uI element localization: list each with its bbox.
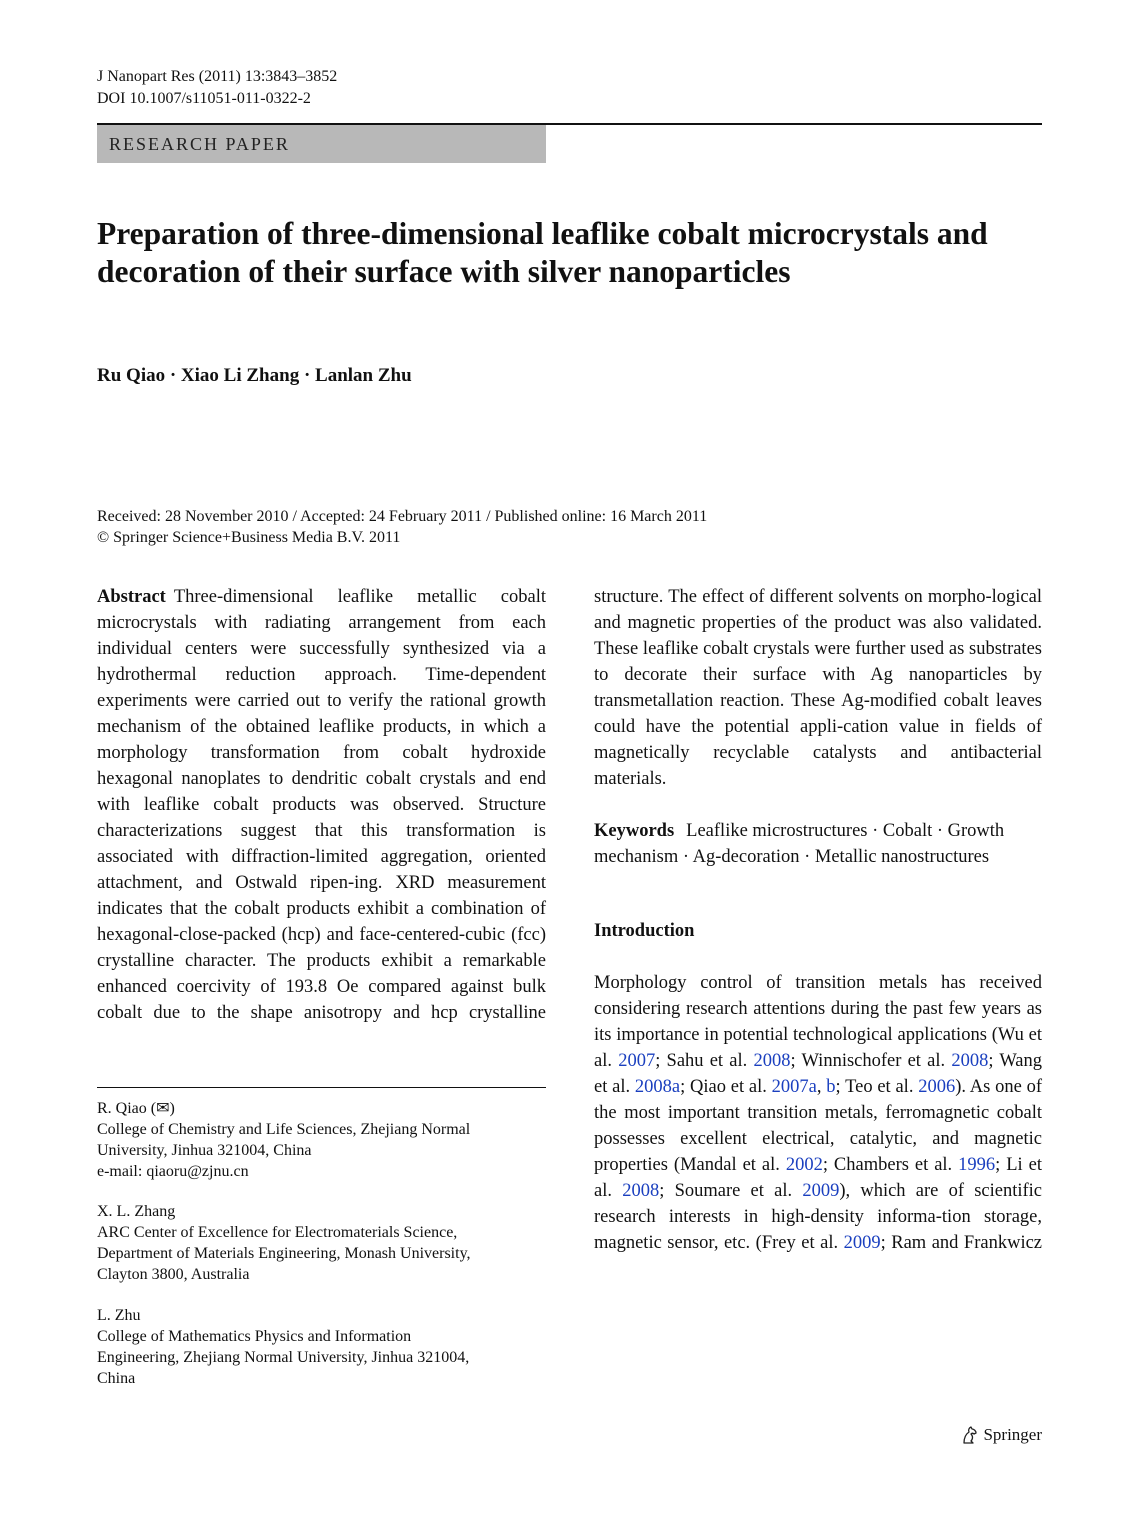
intro-text: ; Ram and Frankwicz [880,1233,1043,1253]
introduction-heading: Introduction [594,921,695,941]
abstract-label: Abstract [97,587,166,607]
intro-text: ; Chambers et al. [822,1155,959,1175]
affiliation-line: University, Jinhua 321004, China [97,1142,312,1159]
journal-header [97,66,337,110]
affiliation-line: Department of Materials Engineering, Monash University, [97,1245,471,1262]
publisher-name: Springer [983,1425,1042,1444]
citation-link[interactable]: 2008 [951,1051,989,1071]
affiliation-line: Clayton 3800, Australia [97,1266,250,1283]
affiliation-line: College of Chemistry and Life Sciences, Zhejiang Normal [97,1121,471,1138]
affiliation-zhang [97,1201,546,1285]
springer-horse-icon [961,1425,979,1445]
affiliation-rule [97,1087,546,1088]
intro-text: ; Wang et al. [594,1051,1043,1097]
abstract-continued [594,584,1042,792]
intro-text: , [816,1077,827,1097]
introduction-text [594,970,1042,1256]
affiliation-name: L. Zhu [97,1307,141,1324]
intro-text: ; Li et al. [594,1155,1042,1201]
citation-link[interactable]: b [826,1077,836,1097]
intro-text: ; Winnischofer et al. [790,1051,952,1071]
abstract [97,584,546,1026]
affiliation-line: College of Mathematics Physics and Information [97,1328,412,1345]
affiliation-name: R. Qiao (✉) [97,1100,175,1117]
abstract-text: Three-dimensional leaflike metallic cobalt microcrystals with radiating arrangement from each individual centers were successfully synthesized via a hydrothermal reduction approach. Time-dependent experiments were carried out to verify the rational growth mechanism of the obtained leaflike products, in which a morphology transformation from cobalt hydroxide hexagonal nanoplates to dendritic cobalt crystals and end with leaflike cobalt products was observed. Structure characterizations suggest that this transformation is associated with diffraction-limited aggregation, oriented attachment, and Ostwald ripen-ing. XRD measurement indicates that the cobalt products exhibit a combination of hexagonal-close-packed (hcp) and face-centered-cubic (fcc) crystalline character. The products exhibit a remarkable enhanced coercivity of 193.8 Oe compared against bulk cobalt due to the shape anisotropy and hcp crystalline [97,587,546,1023]
abstract-text-continued: structure. The effect of different solvents on morpho-logical and magnetic properties of the product was also validated. These leaflike cobalt crystals were further used as substrates to decorate their surface with Ag nanoparticles by transmetallation reaction. These Ag-modified cobalt leaves could have the potential appli-cation value in fields of magnetically recyclable catalysts and antibacterial materials. [594,587,1042,789]
paper-title: Preparation of three-dimensional leaflike cobalt microcrystals and decoration of their surface with silver nanoparticles [97,216,988,289]
citation-link[interactable]: 2008 [622,1181,660,1201]
intro-text: ; Teo et al. [835,1077,919,1097]
intro-text: ), which are of scientific research interests in high-density informa-tion storage, magnetic sensor, etc. (Frey et al. [594,1181,1043,1253]
citation-link[interactable]: 2002 [785,1155,823,1175]
history-line: Received: 28 November 2010 / Accepted: 24 February 2011 / Published online: 16 March 2011 [97,508,708,525]
keywords-label: Keywords [594,821,675,841]
copyright-line: © Springer Science+Business Media B.V. 2011 [97,529,401,546]
affiliation-email[interactable]: e-mail: qiaoru@zjnu.cn [97,1163,249,1180]
publisher-logo [961,1424,1042,1446]
publication-dates [97,506,707,548]
doi: DOI 10.1007/s11051-011-0322-2 [97,90,311,107]
citation-link[interactable]: 2008a [634,1077,681,1097]
citation-link[interactable]: 1996 [958,1155,996,1175]
affiliation-name: X. L. Zhang [97,1203,176,1220]
affiliation-line: China [97,1370,136,1387]
affiliation-qiao [97,1098,546,1182]
affiliation-zhu [97,1305,546,1389]
citation-link[interactable]: 2007 [618,1051,656,1071]
citation-link[interactable]: 2007a [771,1077,817,1097]
intro-text: ; Sahu et al. [655,1051,754,1071]
citation-link[interactable]: 2006 [918,1077,956,1097]
right-column [594,584,1042,1256]
intro-text: ). As one of the most important transition metals, ferromagnetic cobalt possesses excellent electrical, catalytic, and magnetic properties (Mandal et al. [594,1077,1043,1175]
citation-link[interactable]: 2009 [843,1233,881,1253]
citation-link[interactable]: 2009 [802,1181,840,1201]
citation-link[interactable]: 2008 [753,1051,791,1071]
affiliation-line: Engineering, Zhejiang Normal University, Jinhua 321004, [97,1349,470,1366]
keywords-text: Leaflike microstructures · Cobalt · Growth mechanism · Ag-decoration · Metallic nanostructures [594,821,1005,867]
author-list: Ru Qiao · Xiao Li Zhang · Lanlan Zhu [97,365,412,386]
affiliation-line: ARC Center of Excellence for Electromaterials Science, [97,1224,458,1241]
journal-citation: J Nanopart Res (2011) 13:3843–3852 [97,68,338,85]
intro-text: ; Soumare et al. [659,1181,803,1201]
intro-text: Morphology control of transition metals has received considering research attentions during the past few years as its importance in potential technological applications (Wu et al. [594,973,1042,1071]
intro-text: ; Qiao et al. [680,1077,772,1097]
keywords [594,818,1042,870]
section-label: RESEARCH PAPER [97,125,546,163]
left-column [97,584,546,1026]
